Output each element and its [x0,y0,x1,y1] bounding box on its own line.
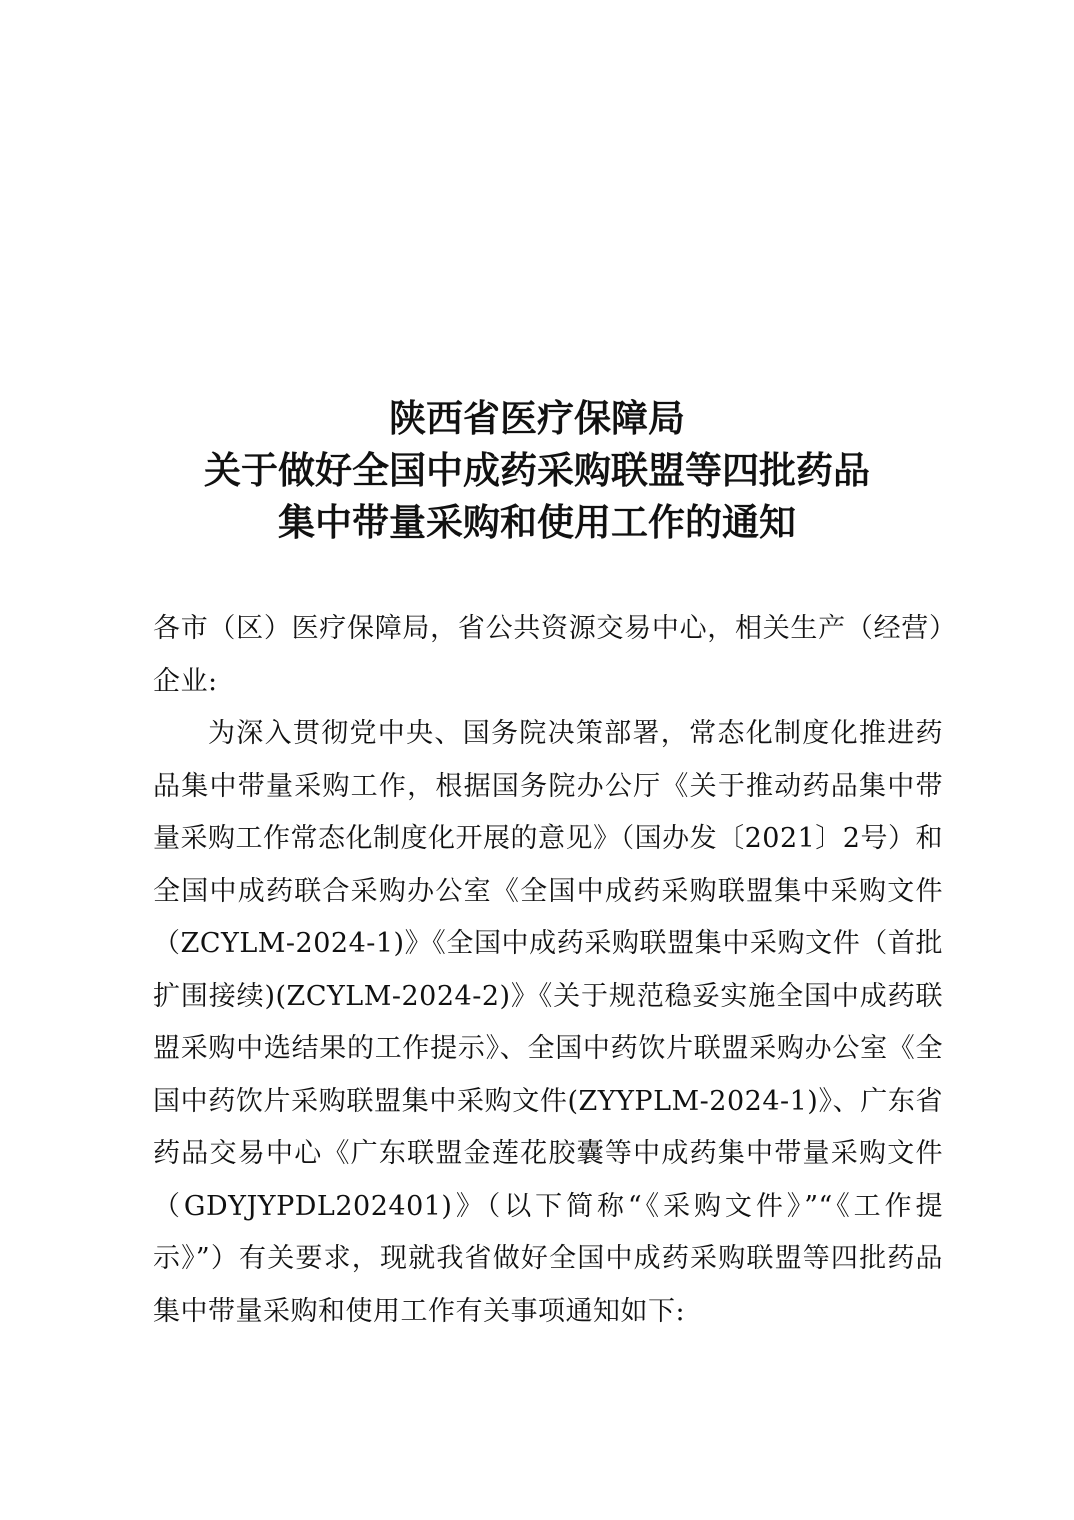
title-line-issuer: 陕西省医疗保障局 [389,396,685,440]
salutation: 各市（区）医疗保障局，省公共资源交易中心，相关生产（经营）企业: [153,613,943,697]
body-paragraph: 为深入贯彻党中央、国务院决策部署，常态化制度化推进药品集中带量采购工作，根据国务院办公厅《关于推动药品集中带量采购工作常态化制度化开展的意见》（国办发〔2021〕2号）和全国中成药联合采购办公室《全国中成药采购联盟集中采购文件（ZCYLM-2024-1)》《全国中成药采购联盟集中采购文件（首批扩围接续)(ZCYLM-2024-2)》《关于规范稳妥实施全国中成药联盟采购中选结果的工作提示》、全国中药饮片联盟采购办公室《全国中药饮片采购联盟集中采购文件(ZYYPLM-2024-1)》、广东省药品交易中心《广东联盟金莲花胶囊等中成药集中带量采购文件（GDYJYPDL202401)》（以下简称“《采购文件》”“《工作提示》”）有关要求，现就我省做好全国中成药采购联盟等四批药品集中带量采购和使用工作有关事项通知如下: [153,718,943,1327]
title-line-subject-continued: 集中带量采购和使用工作的通知 [278,500,796,544]
document-title [120,392,954,548]
document-body [153,603,943,1338]
title-line-subject: 关于做好全国中成药采购联盟等四批药品 [204,448,870,492]
